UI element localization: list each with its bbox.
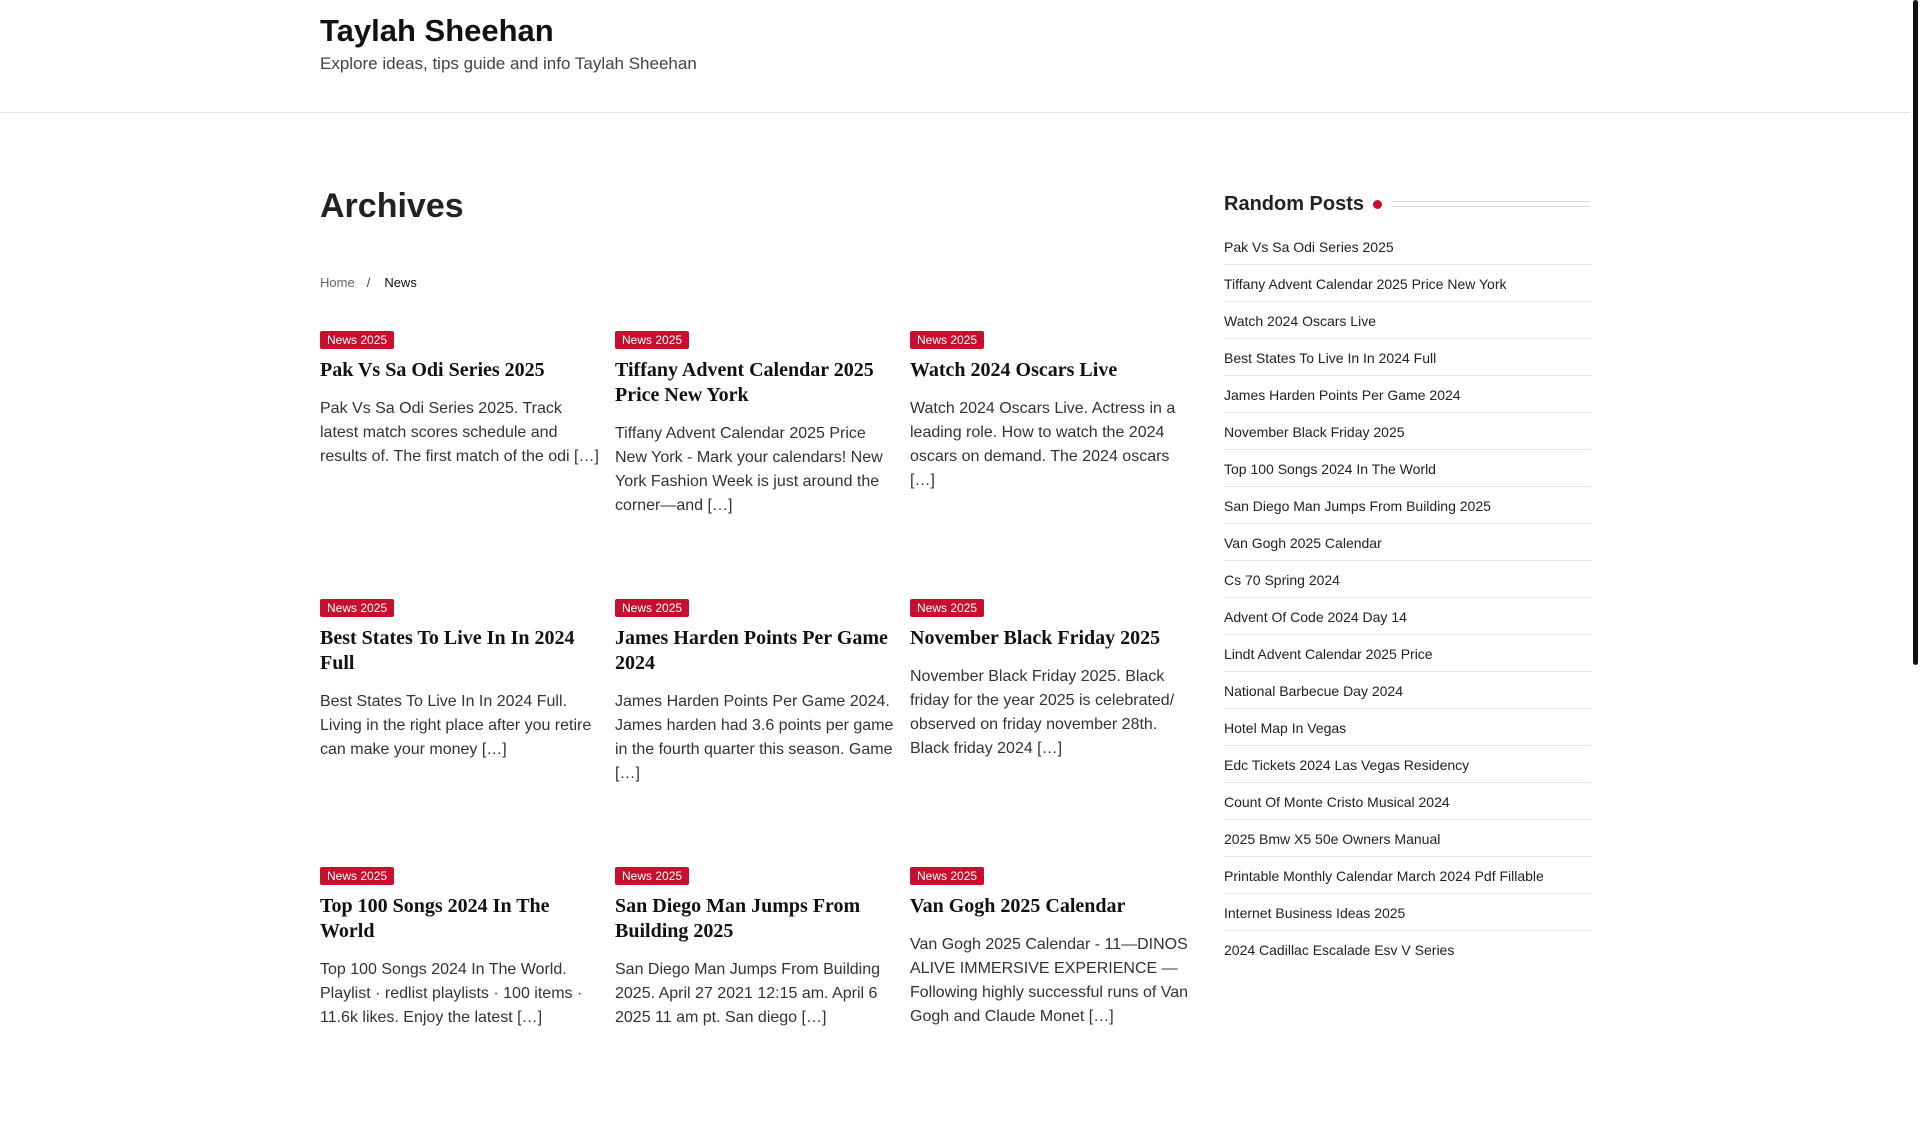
list-item — [1224, 561, 1591, 598]
random-post-link[interactable]: Internet Business Ideas 2025 — [1224, 904, 1406, 921]
random-post-link[interactable]: Cs 70 Spring 2024 — [1224, 571, 1340, 588]
scrollbar-thumb[interactable] — [1913, 0, 1918, 665]
random-post-link[interactable]: San Diego Man Jumps From Building 2025 — [1224, 497, 1491, 514]
random-post-link[interactable]: Printable Monthly Calendar March 2024 Pdf Fillable — [1224, 867, 1544, 884]
category-badge[interactable]: News 2025 — [615, 599, 689, 617]
list-item — [1224, 339, 1591, 376]
list-item — [1224, 672, 1591, 709]
random-post-link[interactable]: Watch 2024 Oscars Live — [1224, 312, 1376, 329]
site-tagline: Explore ideas, tips guide and info Taylah Sheehan — [320, 54, 697, 73]
random-post-link[interactable]: Tiffany Advent Calendar 2025 Price New York — [1224, 275, 1507, 292]
post-excerpt: Pak Vs Sa Odi Series 2025. Track latest match scores schedule and results of. The first match of the odi […] — [320, 400, 599, 465]
category-badge[interactable]: News 2025 — [615, 331, 689, 349]
random-post-link[interactable]: Hotel Map In Vegas — [1224, 719, 1347, 736]
post-excerpt: Top 100 Songs 2024 In The World. Playlist · redlist playlists · 100 items · 11.6k likes. Enjoy the latest […] — [320, 961, 583, 1026]
dot-icon — [1373, 200, 1382, 209]
list-item — [1224, 931, 1591, 967]
list-item — [1224, 635, 1591, 672]
post-card — [615, 599, 898, 867]
random-post-link[interactable]: Top 100 Songs 2024 In The World — [1224, 460, 1436, 477]
breadcrumb-current: News — [384, 275, 417, 290]
post-title — [615, 358, 898, 408]
post-title-link[interactable]: Tiffany Advent Calendar 2025 Price New York — [615, 359, 874, 406]
category-badge[interactable]: News 2025 — [320, 867, 394, 885]
breadcrumb-home-link[interactable]: Home — [320, 275, 355, 290]
site-header — [0, 0, 1910, 113]
category-badge[interactable]: News 2025 — [910, 331, 984, 349]
list-item — [1224, 228, 1591, 265]
post-title — [910, 894, 1193, 919]
list-item — [1224, 524, 1591, 561]
post-title — [320, 358, 603, 383]
list-item — [1224, 783, 1591, 820]
random-post-link[interactable]: 2024 Cadillac Escalade Esv V Series — [1224, 941, 1455, 958]
post-card — [910, 331, 1193, 599]
list-item — [1224, 709, 1591, 746]
list-item — [1224, 376, 1591, 413]
post-excerpt: Best States To Live In In 2024 Full. Living in the right place after you retire can make your money […] — [320, 693, 592, 758]
post-title — [320, 626, 603, 676]
category-badge[interactable]: News 2025 — [910, 867, 984, 885]
random-post-link[interactable]: Edc Tickets 2024 Las Vegas Residency — [1224, 756, 1470, 773]
category-badge[interactable]: News 2025 — [320, 331, 394, 349]
post-card — [910, 867, 1193, 1135]
post-title — [910, 358, 1193, 383]
category-badge[interactable]: News 2025 — [910, 599, 984, 617]
random-post-link[interactable]: Lindt Advent Calendar 2025 Price — [1224, 645, 1433, 662]
post-title-link[interactable]: Van Gogh 2025 Calendar — [910, 895, 1126, 917]
list-item — [1224, 413, 1591, 450]
category-badge[interactable]: News 2025 — [615, 867, 689, 885]
random-post-link[interactable]: James Harden Points Per Game 2024 — [1224, 386, 1461, 403]
list-item — [1224, 598, 1591, 635]
post-title-link[interactable]: San Diego Man Jumps From Building 2025 — [615, 895, 861, 942]
widget-divider — [1391, 201, 1591, 207]
post-title-link[interactable]: Watch 2024 Oscars Live — [910, 359, 1118, 381]
category-badge[interactable]: News 2025 — [320, 599, 394, 617]
post-title-link[interactable]: Top 100 Songs 2024 In The World — [320, 895, 550, 942]
post-excerpt: November Black Friday 2025. Black friday for the year 2025 is celebrated/ observed on friday november 28th. Black friday 2024 […] — [910, 668, 1175, 757]
list-item — [1224, 450, 1591, 487]
list-item — [1224, 894, 1591, 931]
post-title — [615, 626, 898, 676]
page-title: Archives — [320, 187, 464, 225]
list-item — [1224, 265, 1591, 302]
list-item — [1224, 487, 1591, 524]
random-posts-list — [1224, 228, 1591, 967]
post-excerpt: James Harden Points Per Game 2024. James harden had 3.6 points per game in the fourth quarter this season. Game […] — [615, 693, 894, 782]
random-posts-widget-header — [1224, 191, 1591, 217]
list-item — [1224, 857, 1591, 894]
post-title-link[interactable]: November Black Friday 2025 — [910, 627, 1161, 649]
post-excerpt: Van Gogh 2025 Calendar - 11—DINOS ALIVE IMMERSIVE EXPERIENCE — Following highly successful runs of Van Gogh and Claude Monet […] — [910, 936, 1189, 1025]
widget-title: Random Posts — [1224, 192, 1365, 215]
random-post-link[interactable]: Advent Of Code 2024 Day 14 — [1224, 608, 1407, 625]
site-title[interactable]: Taylah Sheehan — [320, 13, 554, 48]
post-title-link[interactable]: Pak Vs Sa Odi Series 2025 — [320, 359, 545, 381]
post-excerpt: Watch 2024 Oscars Live. Actress in a leading role. How to watch the 2024 oscars on demand. The 2024 oscars […] — [910, 400, 1176, 489]
random-post-link[interactable]: 2025 Bmw X5 50e Owners Manual — [1224, 830, 1441, 847]
post-title — [910, 626, 1193, 651]
breadcrumb-separator: / — [366, 275, 371, 290]
post-excerpt: San Diego Man Jumps From Building 2025. April 27 2021 12:15 am. April 6 2025 11 am pt. San diego […] — [615, 961, 881, 1026]
post-title-link[interactable]: James Harden Points Per Game 2024 — [615, 627, 888, 674]
post-title-link[interactable]: Best States To Live In In 2024 Full — [320, 627, 575, 674]
post-card — [320, 867, 603, 1135]
post-card — [320, 331, 603, 599]
random-post-link[interactable]: Count Of Monte Cristo Musical 2024 — [1224, 793, 1450, 810]
post-card — [615, 331, 898, 599]
post-excerpt: Tiffany Advent Calendar 2025 Price New York - Mark your calendars! New York Fashion Week is just around the corner—and […] — [615, 425, 883, 514]
list-item — [1224, 302, 1591, 339]
random-post-link[interactable]: Pak Vs Sa Odi Series 2025 — [1224, 238, 1394, 255]
breadcrumb — [320, 275, 417, 290]
random-post-link[interactable]: Van Gogh 2025 Calendar — [1224, 534, 1382, 551]
random-post-link[interactable]: National Barbecue Day 2024 — [1224, 682, 1404, 699]
post-card — [910, 599, 1193, 867]
list-item — [1224, 820, 1591, 857]
post-card — [320, 599, 603, 867]
post-title — [320, 894, 603, 944]
post-title — [615, 894, 898, 944]
post-grid — [320, 331, 1200, 1135]
list-item — [1224, 746, 1591, 783]
random-post-link[interactable]: November Black Friday 2025 — [1224, 423, 1405, 440]
random-post-link[interactable]: Best States To Live In In 2024 Full — [1224, 349, 1437, 366]
post-card — [615, 867, 898, 1135]
